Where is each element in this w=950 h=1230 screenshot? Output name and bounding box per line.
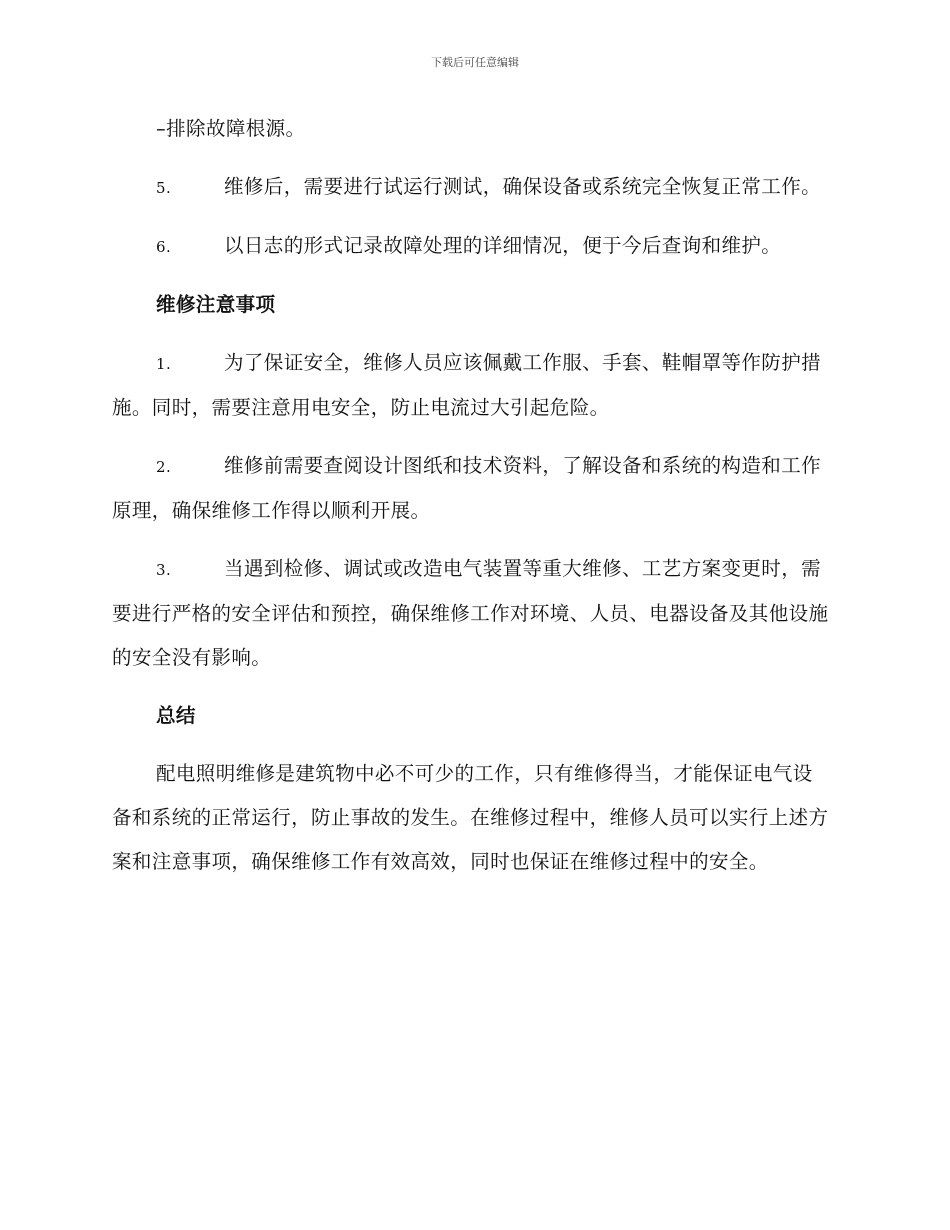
section-heading-notes: 维修注意事项 bbox=[156, 293, 276, 316]
step-item bbox=[112, 165, 832, 210]
section-heading-summary: 总结 bbox=[156, 704, 196, 727]
step-number: 5. bbox=[156, 179, 172, 197]
page-header: 下载后可任意编辑 bbox=[431, 56, 519, 69]
note-text: 维修前需要查阅设计图纸和技术资料，了解设备和系统的构造和工作原理，确保维修工作得以顺利开展。 bbox=[112, 454, 822, 522]
note-number: 3. bbox=[156, 561, 172, 579]
note-number: 1. bbox=[156, 355, 172, 373]
step-text: 维修后，需要进行试运行测试，确保设备或系统完全恢复正常工作。 bbox=[224, 175, 822, 198]
note-item bbox=[112, 547, 832, 680]
note-text: 当遇到检修、调试或改造电气装置等重大维修、工艺方案变更时，需要进行严格的安全评估和预控，确保维修工作对环境、人员、电器设备及其他设施的安全没有影响。 bbox=[112, 557, 829, 669]
note-number: 2. bbox=[156, 458, 172, 476]
document-body bbox=[112, 107, 832, 898]
summary-paragraph: 配电照明维修是建筑物中必不可少的工作，只有维修得当，才能保证电气设备和系统的正常运行，防止事故的发生。在维修过程中，维修人员可以实行上述方案和注意事项，确保维修工作有效高效，同时也保证在维修过程中的安全。 bbox=[112, 762, 829, 873]
step-text: 以日志的形式记录故障处理的详细情况，便于今后查询和维护。 bbox=[224, 234, 782, 257]
continuation-line: –排除故障根源。 bbox=[156, 117, 306, 140]
note-text: 为了保证安全，维修人员应该佩戴工作服、手套、鞋帽罩等作防护措施。同时，需要注意用电安全，防止电流过大引起危险。 bbox=[112, 351, 822, 419]
note-item bbox=[112, 341, 832, 430]
step-number: 6. bbox=[156, 238, 172, 256]
step-item bbox=[112, 224, 832, 269]
note-item bbox=[112, 444, 832, 533]
